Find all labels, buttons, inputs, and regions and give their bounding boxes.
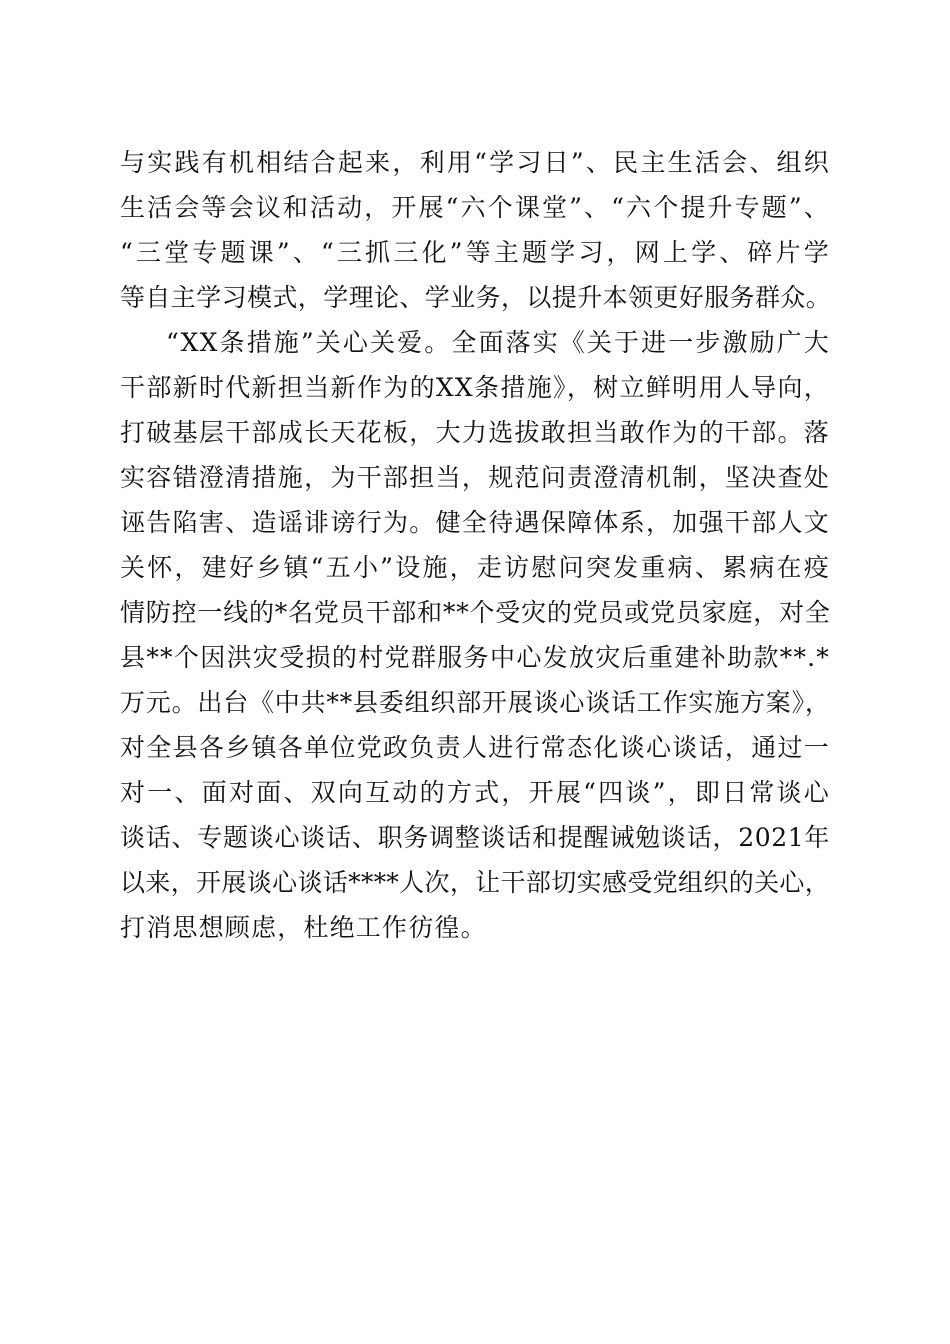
text-line: 对一、面对面、双向互动的方式，开展“四谈”，即日常谈心: [120, 778, 830, 807]
text-line: 情防控一线的*名党员干部和**个受灾的党员或党员家庭，对全: [120, 598, 831, 627]
text-line: 实容错澄清措施，为干部担当，规范问责澄清机制，坚决查处: [120, 463, 830, 492]
text-line: 打破基层干部成长天花板，大力选拔敢担当敢作为的干部。落: [120, 418, 830, 447]
text-line: 万元。出台《中共**县委组织部开展谈心谈话工作实施方案》，: [120, 688, 831, 717]
text-line: 干部新时代新担当新作为的XX条措施》，树立鲜明用人导向，: [120, 373, 830, 402]
text-line: 以来，开展谈心谈话****人次，让干部切实感受党组织的关心，: [120, 868, 830, 897]
text-line: 谈话、专题谈心谈话、职务调整谈话和提醒诫勉谈话，2021年: [120, 823, 830, 852]
text-line: “三堂专题课”、“三抓三化”等主题学习，网上学、碎片学: [120, 238, 830, 267]
text-line: 关怀，建好乡镇“五小”设施，走访慰问突发重病、累病在疫: [120, 553, 830, 582]
text-line: 与实践有机相结合起来，利用“学习日”、民主生活会、组织: [120, 148, 830, 177]
text-line: 诬告陷害、造谣诽谤行为。健全待遇保障体系，加强干部人文: [120, 508, 830, 537]
text-line: 等自主学习模式，学理论、学业务，以提升本领更好服务群众。: [120, 283, 832, 312]
text-line: 县**个因洪灾受损的村党群服务中心发放灾后重建补助款**.*: [120, 643, 830, 672]
text-line: 生活会等会议和活动，开展“六个课堂”、“六个提升专题”、: [120, 193, 830, 222]
paragraph-heading-line: “XX条措施”关心关爱。全面落实《关于进一步激励广大: [166, 328, 830, 357]
text-line-last: 打消思想顾虑，杜绝工作彷徨。: [120, 913, 487, 942]
text-line: 对全县各乡镇各单位党政负责人进行常态化谈心谈话，通过一: [120, 733, 830, 762]
